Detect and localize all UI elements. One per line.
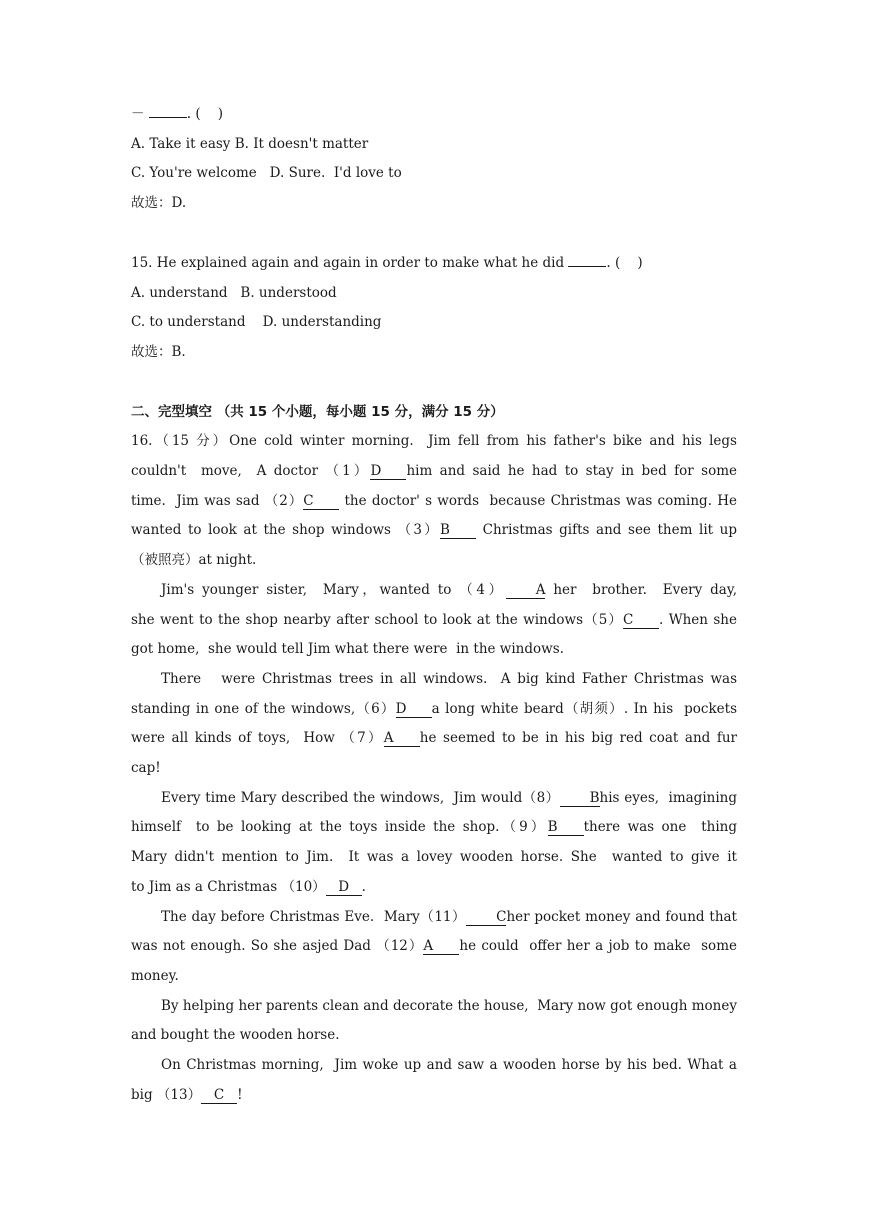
q14-stem-tail xyxy=(131,100,737,130)
passage-text: standing in one of the windows,（6） xyxy=(131,700,396,717)
section-heading: 二、完型填空 （共 15 个小题，每小题 15 分，满分 15 分） xyxy=(131,403,504,420)
passage-text: he could offer her a job to make some xyxy=(459,938,737,955)
passage-text: were all kinds of toys, How （7） xyxy=(131,730,384,747)
q14-blank xyxy=(149,117,187,118)
q15-options-line2: C. to understand D. understanding xyxy=(131,314,382,331)
passage-line: On Christmas morning, Jim woke up and saw a wooden horse by his bed. What a xyxy=(161,1057,737,1074)
passage-line xyxy=(131,695,737,725)
answer-blank-13: C xyxy=(201,1087,237,1104)
passage-text: his eyes, imagining xyxy=(599,789,737,806)
passage-text: himself to be looking at the toys inside the shop.（9） xyxy=(131,819,548,836)
passage-line xyxy=(131,1081,737,1111)
answer-blank-1: D xyxy=(370,463,406,480)
q15-stem xyxy=(131,249,737,279)
passage-text: him and said he had to stay in bed for some xyxy=(406,463,738,480)
passage-text: Jim's younger sister, Mary，wanted to （4） xyxy=(161,581,506,598)
passage-line: There were Christmas trees in all windows. A big kind Father Christmas was xyxy=(161,670,737,687)
q15-stem-before: 15. He explained again and again in order to make what he did xyxy=(131,254,569,271)
answer-blank-4: A xyxy=(506,582,546,599)
passage-line xyxy=(131,606,737,636)
passage-text: a long white beard（胡须）. In his pockets xyxy=(431,700,737,717)
passage-line: Mary didn't mention to Jim. It was a lovey wooden horse. She wanted to give it xyxy=(131,849,737,866)
passage-line: and bought the wooden horse. xyxy=(131,1027,340,1044)
answer-blank-11: C xyxy=(466,909,506,926)
passage-line xyxy=(131,487,737,517)
passage-text: her brother. Every day, xyxy=(545,581,737,598)
passage-text: . When she xyxy=(659,611,737,628)
passage-line: （被照亮）at night. xyxy=(131,552,257,569)
q14-options-line1: A. Take it easy B. It doesn't matter xyxy=(131,135,369,152)
q15-blank xyxy=(568,266,606,267)
passage-text: couldn't move, A doctor （1） xyxy=(131,463,371,480)
q14-prefix: － xyxy=(131,106,149,122)
answer-blank-12: A xyxy=(423,938,459,955)
q14-options-line2: C. You're welcome D. Sure. I'd love to xyxy=(131,165,402,182)
answer-blank-9: B xyxy=(548,819,584,836)
answer-blank-7: A xyxy=(384,730,420,747)
passage-text: there was one thing xyxy=(583,819,737,836)
passage-text: ! xyxy=(237,1086,243,1103)
answer-blank-2: C xyxy=(303,493,339,510)
passage-text: he seemed to be in his big red coat and fur xyxy=(419,730,737,747)
passage-line xyxy=(131,724,737,754)
passage-line xyxy=(131,516,737,546)
document-content xyxy=(131,100,737,1111)
passage-line: By helping her parents clean and decorate the house, Mary now got enough money xyxy=(161,997,737,1014)
passage-text: Every time Mary described the windows, Jim would（8） xyxy=(161,789,560,806)
q14-suffix: . ( ) xyxy=(186,106,224,122)
q15-answer: 故选：B. xyxy=(131,343,186,360)
answer-blank-8: B xyxy=(560,790,600,807)
passage-line: money. xyxy=(131,967,179,984)
passage-line: 16.（15 分）One cold winter morning. Jim fell from his father's bike and his legs xyxy=(131,433,737,450)
spacer xyxy=(131,219,737,249)
answer-blank-10: D xyxy=(326,879,362,896)
passage-text: wanted to look at the shop windows （3） xyxy=(131,522,441,539)
passage-line: got home, she would tell Jim what there were in the windows. xyxy=(131,641,564,658)
passage-text: she went to the shop nearby after school to look at the windows（5） xyxy=(131,611,624,628)
passage-line xyxy=(131,873,737,903)
passage-text: to Jim as a Christmas （10） xyxy=(131,878,326,895)
answer-blank-5: C xyxy=(623,612,659,629)
passage-text: time. Jim was sad （2） xyxy=(131,492,304,509)
passage-line xyxy=(131,903,737,933)
q15-stem-after: . ( ) xyxy=(606,254,643,271)
passage-line xyxy=(131,932,737,962)
spacer xyxy=(131,368,737,398)
passage-text: her pocket money and found that xyxy=(506,908,737,925)
passage-text: . xyxy=(361,878,366,895)
passage-line xyxy=(131,813,737,843)
passage-text: was not enough. So she asjed Dad （12） xyxy=(131,938,424,955)
passage-line xyxy=(131,457,737,487)
passage-line xyxy=(131,576,737,606)
passage-text: the doctor' s words because Christmas was coming. He xyxy=(339,492,737,509)
answer-blank-6: D xyxy=(396,701,432,718)
q15-options-line1: A. understand B. understood xyxy=(131,284,337,301)
q14-answer: 故选：D. xyxy=(131,195,187,212)
passage-text: Christmas gifts and see them lit up xyxy=(476,522,737,539)
passage-text: The day before Christmas Eve. Mary（11） xyxy=(161,908,467,925)
passage-line xyxy=(131,784,737,814)
passage-text: big （13） xyxy=(131,1086,202,1103)
passage-line: cap! xyxy=(131,760,161,777)
answer-blank-3: B xyxy=(440,522,476,539)
